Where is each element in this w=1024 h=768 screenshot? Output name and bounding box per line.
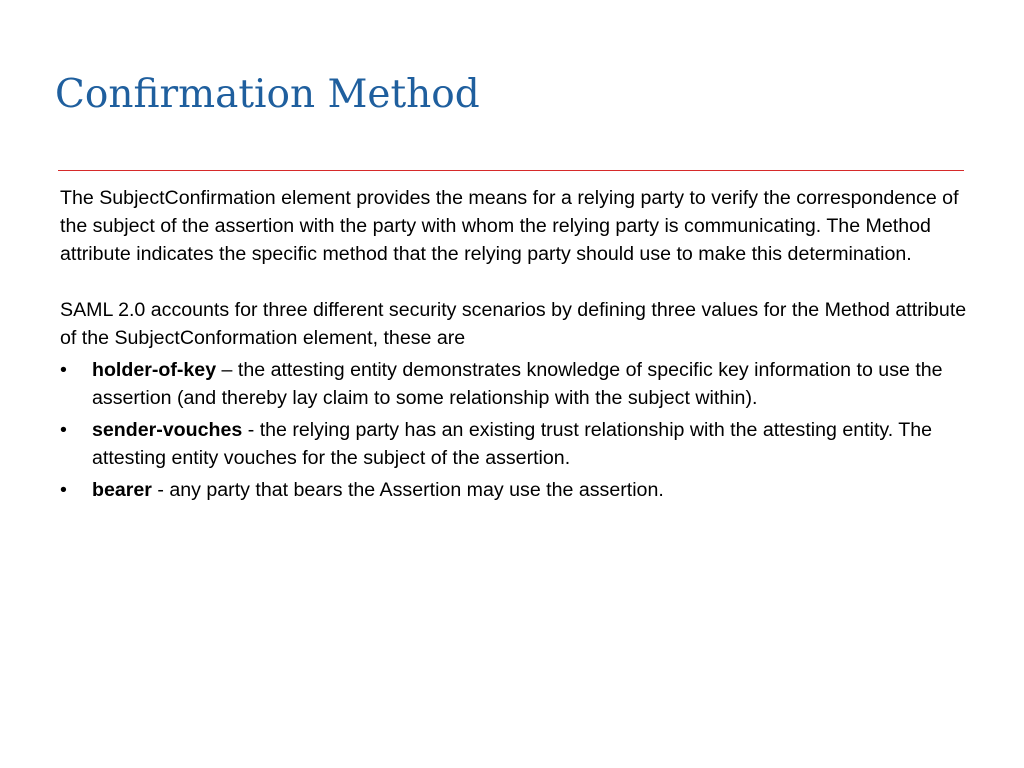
term-bearer: bearer <box>92 479 152 501</box>
description-bearer: - any party that bears the Assertion may use the assertion. <box>151 479 664 501</box>
description-holder-of-key: – the attesting entity demonstrates knowledge of specific key information to use the assertion (and thereby lay claim to some relationship with the subject within). <box>92 359 943 409</box>
bullet-icon: • <box>60 359 67 381</box>
description-sender-vouches: - the relying party has an existing trust relationship with the attesting entity. The attesting entity vouches for the subject of the assertion. <box>92 419 933 469</box>
slide-body <box>60 184 985 504</box>
list-item-holder-of-key <box>60 356 985 412</box>
list-item-bearer <box>60 476 985 504</box>
term-sender-vouches: sender-vouches <box>92 419 243 441</box>
title-divider <box>58 170 964 171</box>
list-item-sender-vouches <box>60 416 985 472</box>
body-paragraph-saml-scenarios: SAML 2.0 accounts for three different security scenarios by defining three values for the Method attribute of the SubjectConformation element, these are <box>60 299 967 349</box>
method-values-list <box>60 356 985 504</box>
body-paragraph-subject-confirmation: The SubjectConfirmation element provides the means for a relying party to verify the correspondence of the subject of the assertion with the party with whom the relying party is communicating. The Method attribute indicates the specific method that the relying party should use to make this determination. <box>60 187 959 265</box>
slide-title: Confirmation Method <box>55 72 480 117</box>
bullet-icon: • <box>60 419 67 441</box>
bullet-icon: • <box>60 479 67 501</box>
term-holder-of-key: holder-of-key <box>92 359 217 381</box>
